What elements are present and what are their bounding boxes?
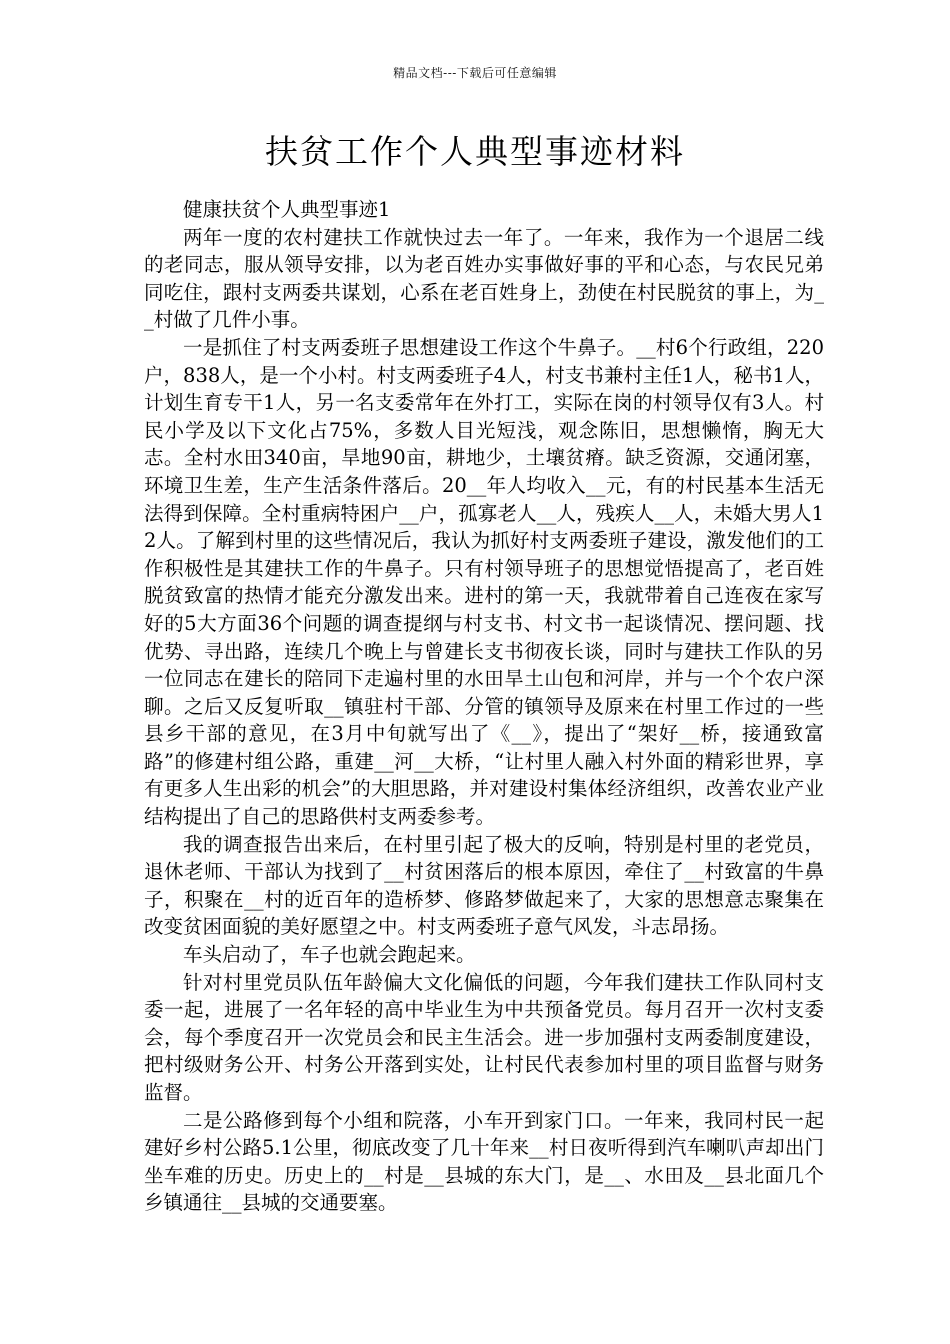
paragraph: 两年一度的农村建扶工作就快过去一年了。一年来，我作为一个退居二线的老同志，服从领导安排，以为老百姓办实事做好事的平和心态，与农民兄弟同吃住，跟村支两委共谋划，心系在老百姓身上，劲使在村民脱贫的事上，为__村做了几件小事。: [144, 225, 824, 332]
document-title: 扶贫工作个人典型事迹材料: [265, 132, 685, 171]
document-body: [144, 196, 824, 1217]
paragraph: 一是抓住了村支两委班子思想建设工作这个牛鼻子。__村6个行政组，220户，838人，是一个小村。村支两委班子4人，村支书兼村主任1人，秘书1人，计划生育专干1人，另一名支委常年在外打工，实际在岗的村领导仅有3人。村民小学及以下文化占75%，多数人目光短浅，观念陈旧，思想懒惰，胸无大志。全村水田340亩，旱地90亩，耕地少，土壤贫瘠。缺乏资源，交通闭塞，环境卫生差，生产生活条件落后。20__年人均收入__元，有的村民基本生活无法得到保障。全村重病特困户__户，孤寡老人__人，残疾人__人，未婚大男人12人。了解到村里的这些情况后，我认为抓好村支两委班子建设，激发他们的工作积极性是其建扶工作的牛鼻子。只有村领导班子的思想觉悟提高了，老百姓脱贫致富的热情才能充分激发出来。进村的第一天，我就带着自己连夜在家写好的5大方面36个问题的调查提纲与村支书、村文书一起谈情况、摆问题、找优势、寻出路，连续几个晚上与曾建长支书彻夜长谈，同时与建扶工作队的另一位同志在建长的陪同下走遍村里的水田旱土山包和河岸，并与一个个农户深聊。之后又反复听取__镇驻村干部、分管的镇领导及原来在村里工作过的一些县乡干部的意见，在3月中旬就写出了《__》，提出了“架好__桥，接通致富路”的修建村组公路，重建__河__大桥，“让村里人融入村外面的精彩世界，享有更多人生出彩的机会”的大胆思路，并对建设村集体经济组织，改善农业产业结构提出了自己的思路供村支两委参考。: [144, 335, 824, 829]
paragraph: 针对村里党员队伍年龄偏大文化偏低的问题，今年我们建扶工作队同村支委一起，进展了一名年轻的高中毕业生为中共预备党员。每月召开一次村支委会，每个季度召开一次党员会和民主生活会。进一步加强村支两委制度建设，把村级财务公开、村务公开落到实处，让村民代表参加村里的项目监督与财务监督。: [144, 970, 824, 1104]
paragraph: 二是公路修到每个小组和院落，小车开到家门口。一年来，我同村民一起建好乡村公路5.1公里，彻底改变了几十年来__村日夜听得到汽车喇叭声却出门坐车难的历史。历史上的__村是__县城的东大门，是__、水田及__县北面几个乡镇通往__县城的交通要塞。: [144, 1108, 824, 1215]
header-note: 精品文档---下载后可任意编辑: [393, 66, 557, 80]
paragraph: 车头启动了，车子也就会跑起来。: [183, 943, 476, 967]
paragraph-subtitle: 健康扶贫个人典型事迹1: [183, 198, 391, 221]
paragraph: 我的调查报告出来后，在村里引起了极大的反响，特别是村里的老党员，退休老师、干部认为找到了__村贫困落后的根本原因，牵住了__村致富的牛鼻子，积聚在__村的近百年的造桥梦、修路梦做起来了，大家的思想意志聚集在改变贫困面貌的美好愿望之中。村支两委班子意气风发，斗志昂扬。: [144, 832, 824, 939]
